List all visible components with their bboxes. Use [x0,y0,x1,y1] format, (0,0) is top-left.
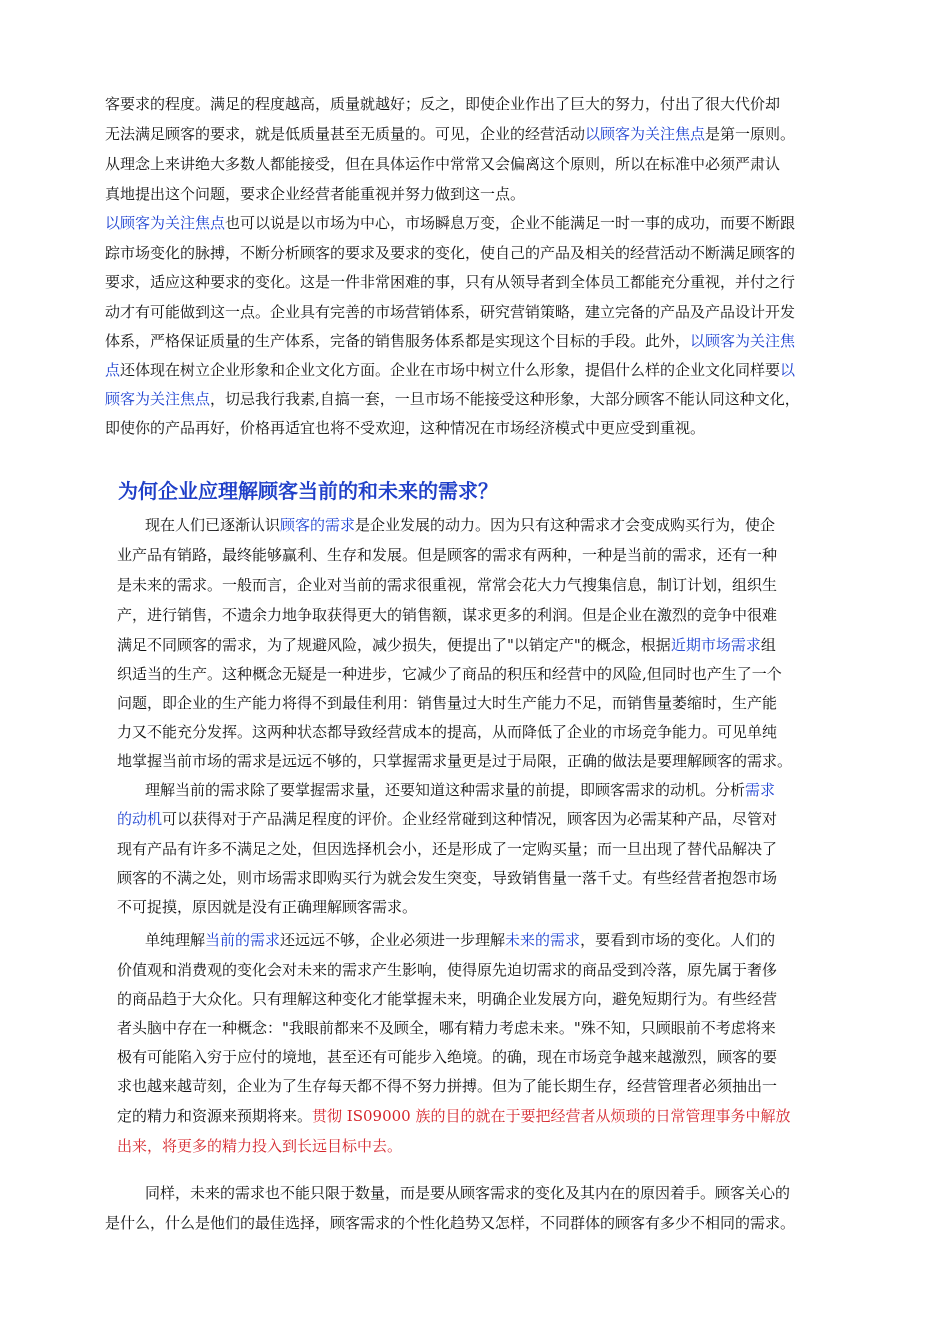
text-run: 要求，适应这种要求的变化。这是一件非常困难的事，只有从领导者到全体员工都能充分重视，并付之行 [105,273,796,291]
body-line-12 [117,839,852,859]
text-run: 现在人们已逐渐认识 [145,516,281,534]
text-run: 从理念上来讲绝大多数人都能接受，但在具体运作中常常又会偏离这个原则，所以在标准中必须严肃认 [105,155,781,173]
text-run: 踪市场变化的脉搏，不断分析顾客的要求及要求的变化，使自己的产品及相关的经营活动不断满足顾客的 [105,244,796,262]
text-run: 还远远不够，企业必须进一步理解 [280,931,506,949]
highlighted-term: 当前的需求 [205,931,281,949]
intro-line-3 [105,154,847,174]
highlighted-term: 点 [105,361,121,379]
highlighted-term: 需求 [745,781,776,799]
text-run: 动才有可能做到这一点。企业具有完善的市场营销体系，研究营销策略，建立完备的产品及产品设计开发 [105,303,796,321]
intro-line-10 [105,360,875,380]
text-run: 产，进行销售，不遗余力地争取获得更大的销售额，谋求更多的利润。但是企业在激烈的竞争中很难 [117,606,778,624]
text-run: 求也越来越苛刻，企业为了生存每天都不得不努力拼搏。但为了能长期生存，经营管理者必须抽出一 [117,1077,778,1095]
text-run: 也可以说是以市场为中心，市场瞬息万变，企业不能满足一时一事的成功，而要不断跟 [225,214,796,232]
body-line-8 [117,722,852,742]
text-run: 力又不能充分发挥。这两种状态都导致经营成本的提高，从而降低了企业的市场竞争能力。可见单纯 [117,723,778,741]
body-line-21 [117,1106,852,1126]
intro-line-12 [105,418,875,438]
text-run: 无法满足顾客的要求，就是低质量甚至无质量的。可见，企业的经营活动 [105,125,586,143]
text-run: 是什么，什么是他们的最佳选择，顾客需求的个性化趋势又怎样，不同群体的顾客有多少不相同的需求。 [105,1214,796,1232]
body-line-18 [117,1018,852,1038]
body-line-1 [145,515,845,535]
intro-line-2 [105,124,847,144]
text-run: 即使你的产品再好，价格再适宜也将不受欢迎，这种情况在市场经济模式中更应受到重视。 [105,419,706,437]
body-line-9 [117,751,852,771]
text-run: 顾客的不满之处，则市场需求即购买行为就会发生突变，导致销售量一落千丈。有些经营者抱怨市场 [117,869,778,887]
text-run: 地掌握当前市场的需求是远远不够的，只掌握需求量更是过于局限，正确的做法是要理解顾客的需求。 [117,752,793,770]
text-run: 价值观和消费观的变化会对未来的需求产生影响，使得原先迫切需求的商品受到冷落，原先属于奢侈 [117,961,778,979]
highlighted-term: 以顾客为关注焦点 [585,125,706,143]
body-line-20 [117,1076,852,1096]
body-line-10 [145,780,850,800]
text-run: 组 [760,636,776,654]
body-line-5 [117,635,852,655]
intro-line-11 [105,389,880,409]
text-run: 是第一原则。 [705,125,796,143]
text-run: 现有产品有许多不满足之处，但因选择机会小，还是形成了一定购买量；而一旦出现了替代品解决了 [117,840,778,858]
body-line-7 [117,693,852,713]
body-line-3 [117,575,845,595]
text-run: 体系，严格保证质量的生产体系，完备的销售服务体系都是实现这个目标的手段。此外， [105,332,691,350]
body-line-4 [117,605,845,625]
body-line-19 [117,1047,852,1067]
highlighted-term: 顾客的需求 [280,516,356,534]
intro-line-1 [105,94,847,114]
body-line-16 [117,960,852,980]
text-run: ，切忌我行我素,自搞一套，一旦市场不能接受这种形象，大部分顾客不能认同这种文化， [210,390,800,408]
text-run: 可以获得对于产品满足程度的评价。企业经常碰到这种情况，顾客因为必需某种产品，尽管对 [162,810,778,828]
text-run: 满足不同顾客的需求，为了规避风险，减少损失，便提出了"以销定产"的概念，根据 [117,636,671,654]
highlighted-term: 近期市场需求 [670,636,761,654]
body-line-24 [105,1213,873,1233]
body-line-13 [117,868,852,888]
emphasis-text: 出来，将更多的精力投入到长远目标中去。 [117,1137,403,1155]
body-line-14 [117,897,447,917]
intro-line-8 [105,302,875,322]
intro-line-5 [105,213,847,233]
section-heading: 为何企业应理解顾客当前的和未来的需求？ [118,479,498,503]
highlighted-term: 顾客为关注焦点 [105,390,211,408]
text-run: 极有可能陷入穷于应付的境地，甚至还有可能步入绝境。的确，现在市场竞争越来越激烈，顾客的要 [117,1048,778,1066]
body-line-23 [145,1183,880,1203]
text-run: 单纯理解 [145,931,206,949]
intro-line-4 [105,184,847,204]
text-run: ，要看到市场的变化。人们的 [580,931,776,949]
intro-line-7 [105,272,875,292]
text-run: 同样，未来的需求也不能只限于数量，而是要从顾客需求的变化及其内在的原因着手。顾客关心的 [145,1184,791,1202]
text-run: 还体现在树立企业形象和企业文化方面。企业在市场中树立什么形象，提倡什么样的企业文化同样要 [120,361,781,379]
text-run: 织适当的生产。这种概念无疑是一种进步，它减少了商品的积压和经营中的风险,但同时也产生了一个 [117,665,782,683]
text-run: 理解当前的需求除了要掌握需求量，还要知道这种需求量的前提，即顾客需求的动机。分析 [145,781,746,799]
highlighted-term: 的动机 [117,810,163,828]
body-line-11 [117,809,852,829]
text-run: 定的精力和资源来预期将来。 [117,1107,313,1125]
text-run: 者头脑中存在一种概念："我眼前都来不及顾全，哪有精力考虑未来。"殊不知，只顾眼前不考虑将来 [117,1019,776,1037]
highlighted-term: 以 [780,361,796,379]
text-run: 客要求的程度。满足的程度越高，质量就越好；反之，即使企业作出了巨大的努力，付出了很大代价却 [105,95,781,113]
text-run: 不可捉摸，原因就是没有正确理解顾客需求。 [117,898,418,916]
text-run: 是企业发展的动力。因为只有这种需求才会变成购买行为，使企 [355,516,776,534]
text-run: 业产品有销路，最终能够赢利、生存和发展。但是顾客的需求有两种，一种是当前的需求，还有一种 [117,546,778,564]
body-line-22 [117,1136,427,1156]
text-run: 问题，即企业的生产能力将得不到最佳利用：销售量过大时生产能力不足，而销售量萎缩时，生产能 [117,694,778,712]
body-line-17 [117,989,852,1009]
highlighted-term: 以顾客为关注焦点 [105,214,226,232]
intro-line-9 [105,331,875,351]
text-run: 真地提出这个问题，要求企业经营者能重视并努力做到这一点。 [105,185,526,203]
body-line-2 [117,545,845,565]
body-line-15 [145,930,852,950]
highlighted-term: 以顾客为关注焦 [690,332,796,350]
intro-line-6 [105,243,875,263]
text-run: 是未来的需求。一般而言，企业对当前的需求很重视，常常会花大力气搜集信息，制订计划，组织生 [117,576,778,594]
highlighted-term: 未来的需求 [505,931,581,949]
body-line-6 [117,664,852,684]
text-run: 的商品趋于大众化。只有理解这种变化才能掌握未来，明确企业发展方向，避免短期行为。有些经营 [117,990,778,1008]
emphasis-text: 贯彻 IS09000 族的目的就在于要把经营者从烦琐的日常管理事务中解放 [312,1107,791,1125]
